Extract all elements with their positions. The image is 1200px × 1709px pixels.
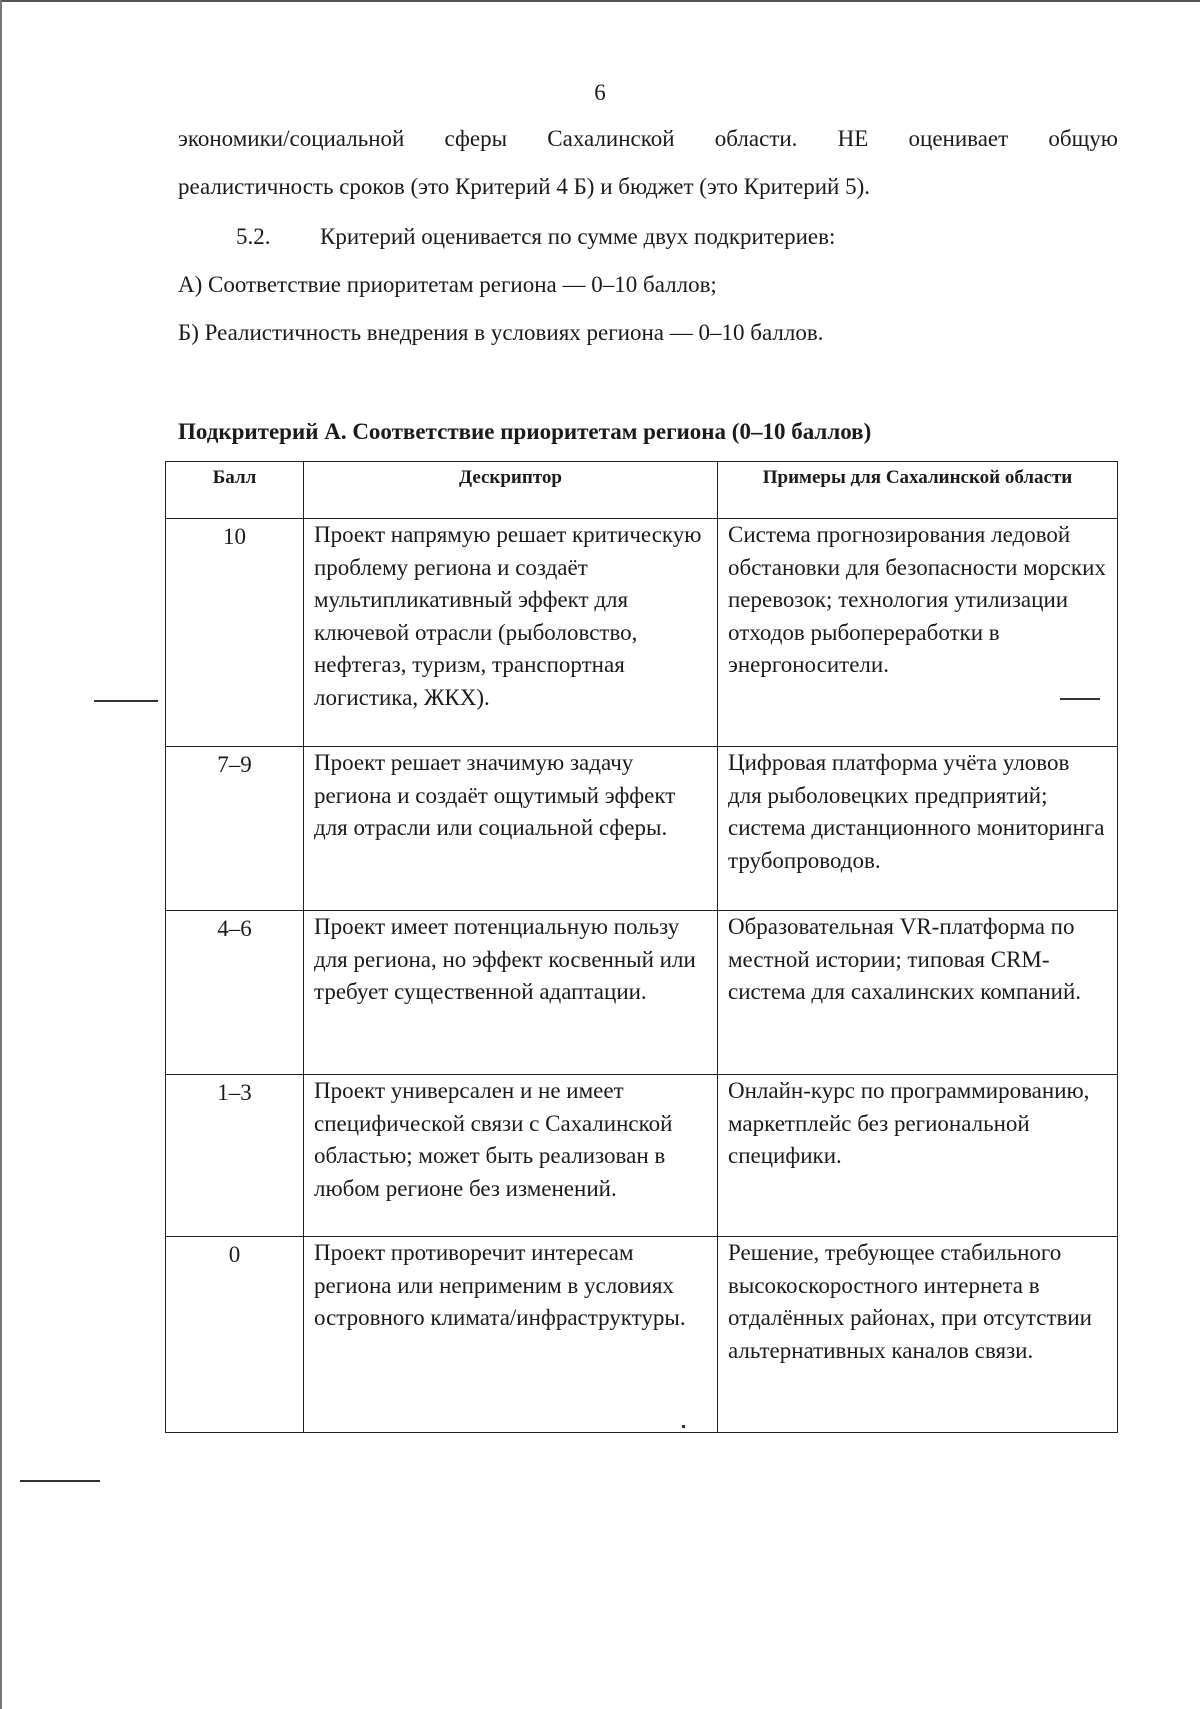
scan-speck [682,1425,685,1428]
header-descriptor: Дескриптор [304,462,718,519]
score-cell: 7–9 [166,747,304,911]
clause-text: Критерий оценивается по сумме двух подкритериев: [320,224,836,249]
table-row [166,1075,1118,1237]
examples-cell: Цифровая платформа учёта уловов для рыболовецких предприятий; система дистанционного мониторинга трубопроводов. [718,747,1118,911]
descriptor-cell: Проект решает значимую задачу региона и создаёт ощутимый эффект для отрасли или социальной сферы. [304,747,718,911]
header-examples: Примеры для Сахалинской области [718,462,1118,519]
paragraph-continuation: экономики/социальной сферы Сахалинской области. НЕ оценивает общую [178,126,1118,151]
header-score: Балл [166,462,304,519]
descriptor-cell: Проект напрямую решает критическую проблему региона и создаёт мультипликативный эффект для ключевой отрасли (рыболовство, нефтегаз, туризм, транспортная логистика, ЖКХ). [304,519,718,747]
descriptor-cell: Проект противоречит интересам региона или неприменим в условиях островного климата/инфраструктуры. [304,1237,718,1433]
table-header-row [166,462,1118,519]
descriptor-cell: Проект имеет потенциальную пользу для региона, но эффект косвенный или требует существенной адаптации. [304,911,718,1075]
clause-number: 5.2. [236,224,271,249]
criteria-table [165,461,1118,1433]
subcriterion-b-line: Б) Реалистичность внедрения в условиях региона — 0–10 баллов. [178,320,824,345]
subcriterion-a-line: А) Соответствие приоритетам региона — 0–10 баллов; [178,272,717,297]
scan-edge-top [0,0,1200,2]
paragraph-continuation-end: реалистичность сроков (это Критерий 4 Б) и бюджет (это Критерий 5). [178,174,870,199]
scan-speck [94,700,158,702]
score-cell: 1–3 [166,1075,304,1237]
table-title: Подкритерий А. Соответствие приоритетам региона (0–10 баллов) [178,419,872,444]
examples-cell: Образовательная VR-платформа по местной истории; типовая CRM-система для сахалинских компаний. [718,911,1118,1075]
score-cell: 10 [166,519,304,747]
examples-cell: Решение, требующее стабильного высокоскоростного интернета в отдалённых районах, при отсутствии альтернативных каналов связи. [718,1237,1118,1433]
examples-cell: Онлайн-курс по программированию, маркетплейс без региональной специфики. [718,1075,1118,1237]
clause-5-2 [236,222,1096,251]
table-row [166,519,1118,747]
scan-speck [1060,698,1100,700]
table-row [166,911,1118,1075]
descriptor-cell: Проект универсален и не имеет специфической связи с Сахалинской областью; может быть реализован в любом регионе без изменений. [304,1075,718,1237]
score-cell: 4–6 [166,911,304,1075]
examples-cell: Система прогнозирования ледовой обстановки для безопасности морских перевозок; технология утилизации отходов рыбопереработки в энергоносители. [718,519,1118,747]
table-row [166,747,1118,911]
table-row [166,1237,1118,1433]
page-number: 6 [594,80,606,105]
scan-speck [20,1480,100,1482]
scan-edge-left [0,0,2,1709]
score-cell: 0 [166,1237,304,1433]
